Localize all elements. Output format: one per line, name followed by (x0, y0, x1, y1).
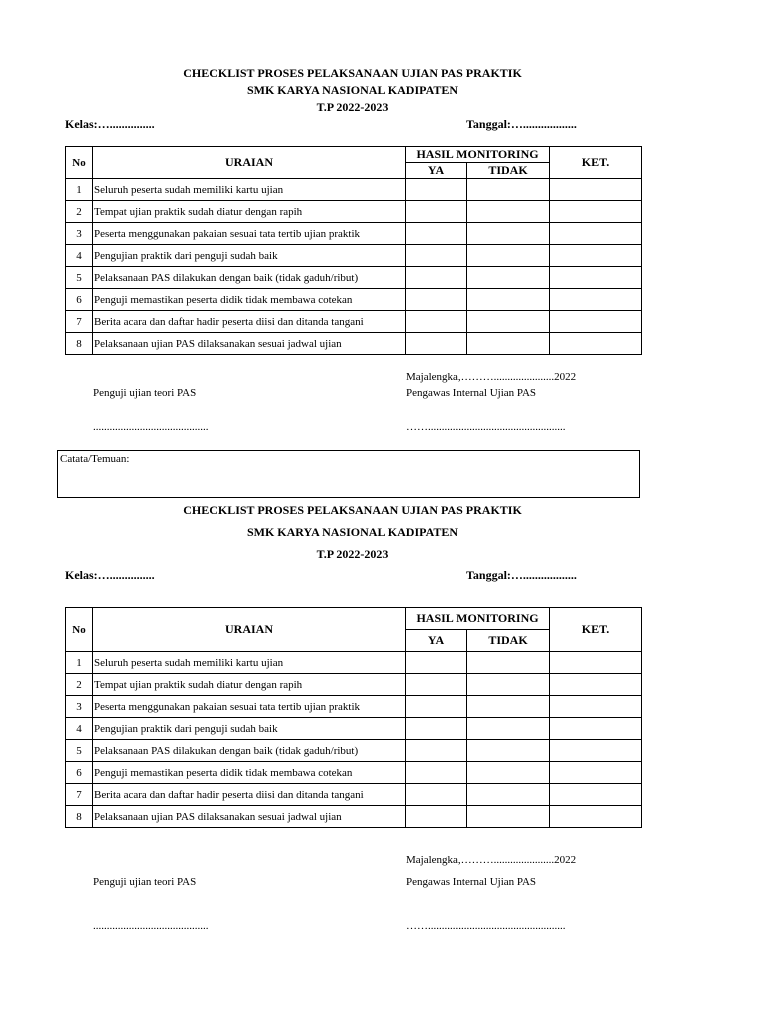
form2-table-body (66, 652, 642, 828)
ket-cell[interactable] (550, 806, 642, 828)
row-description: Berita acara dan daftar hadir peserta diisi dan ditanda tangani (93, 784, 406, 806)
form1-header-ya: YA (406, 163, 467, 179)
form2-title-line1: CHECKLIST PROSES PELAKSANAAN UJIAN PAS PRAKTIK (183, 503, 522, 517)
ket-cell[interactable] (550, 201, 642, 223)
form2-title-line2: SMK KARYA NASIONAL KADIPATEN (246, 525, 459, 539)
form2-left-signature-line: .......................................... (93, 920, 209, 932)
row-description: Penguji memastikan peserta didik tidak membawa cotekan (93, 289, 406, 311)
ya-check-cell[interactable] (406, 245, 467, 267)
row-description: Pelaksanaan ujian PAS dilaksanakan sesuai jadwal ujian (93, 806, 406, 828)
tidak-check-cell[interactable] (467, 311, 550, 333)
form2-kelas-label: Kelas:…............... (65, 568, 155, 582)
ket-cell[interactable] (550, 311, 642, 333)
form1-place-date: Majalengka,………......................2022 (406, 371, 577, 383)
table-row (66, 762, 642, 784)
form2-left-role: Penguji ujian teori PAS (93, 876, 197, 888)
ya-check-cell[interactable] (406, 652, 467, 674)
table-row (66, 674, 642, 696)
form1-header-ket: KET. (550, 147, 642, 179)
form1-left-role: Penguji ujian teori PAS (93, 387, 197, 399)
table-row (66, 311, 642, 333)
form2-checklist-table (65, 607, 642, 828)
ket-cell[interactable] (550, 652, 642, 674)
row-description: Tempat ujian praktik sudah diatur dengan rapih (93, 201, 406, 223)
ya-check-cell[interactable] (406, 333, 467, 355)
row-description: Pengujian praktik dari penguji sudah baik (93, 245, 406, 267)
tidak-check-cell[interactable] (467, 652, 550, 674)
ket-cell[interactable] (550, 696, 642, 718)
row-number: 2 (66, 674, 93, 696)
ya-check-cell[interactable] (406, 267, 467, 289)
ket-cell[interactable] (550, 762, 642, 784)
form2-header-hasil: HASIL MONITORING (406, 608, 550, 630)
row-number: 4 (66, 718, 93, 740)
ya-check-cell[interactable] (406, 762, 467, 784)
row-description: Pelaksanaan ujian PAS dilaksanakan sesuai jadwal ujian (93, 333, 406, 355)
table-row (66, 245, 642, 267)
row-number: 5 (66, 740, 93, 762)
ket-cell[interactable] (550, 179, 642, 201)
row-number: 7 (66, 784, 93, 806)
tidak-check-cell[interactable] (467, 674, 550, 696)
form2-header-uraian: URAIAN (93, 608, 406, 652)
form1-left-signature-line: .......................................... (93, 421, 209, 433)
row-number: 7 (66, 311, 93, 333)
form1-header-no: No (66, 147, 93, 179)
form2-place-date: Majalengka,………......................2022 (406, 854, 577, 866)
row-description: Tempat ujian praktik sudah diatur dengan rapih (93, 674, 406, 696)
row-number: 2 (66, 201, 93, 223)
row-description: Seluruh peserta sudah memiliki kartu ujian (93, 179, 406, 201)
table-row (66, 740, 642, 762)
form1-header-tidak: TIDAK (467, 163, 550, 179)
ket-cell[interactable] (550, 223, 642, 245)
tidak-check-cell[interactable] (467, 696, 550, 718)
ya-check-cell[interactable] (406, 179, 467, 201)
tidak-check-cell[interactable] (467, 289, 550, 311)
form2-header-ket: KET. (550, 608, 642, 652)
ya-check-cell[interactable] (406, 201, 467, 223)
ket-cell[interactable] (550, 267, 642, 289)
form2-header-ya: YA (406, 630, 467, 652)
tidak-check-cell[interactable] (467, 333, 550, 355)
form1-table-body (66, 179, 642, 355)
table-row (66, 267, 642, 289)
row-number: 3 (66, 223, 93, 245)
form2-right-signature-line: …….................................................. (406, 920, 566, 932)
row-number: 3 (66, 696, 93, 718)
table-row (66, 652, 642, 674)
table-row (66, 289, 642, 311)
ya-check-cell[interactable] (406, 674, 467, 696)
ya-check-cell[interactable] (406, 718, 467, 740)
ya-check-cell[interactable] (406, 784, 467, 806)
form1-title-line3: T.P 2022-2023 (316, 100, 389, 114)
row-description: Pelaksanaan PAS dilakukan dengan baik (tidak gaduh/ribut) (93, 740, 406, 762)
ya-check-cell[interactable] (406, 311, 467, 333)
table-row (66, 718, 642, 740)
tidak-check-cell[interactable] (467, 223, 550, 245)
table-row (66, 696, 642, 718)
tidak-check-cell[interactable] (467, 740, 550, 762)
tidak-check-cell[interactable] (467, 179, 550, 201)
table-row (66, 201, 642, 223)
ket-cell[interactable] (550, 245, 642, 267)
tidak-check-cell[interactable] (467, 267, 550, 289)
ket-cell[interactable] (550, 718, 642, 740)
form1-kelas-label: Kelas:…............... (65, 117, 155, 131)
form2-header-row (66, 608, 642, 630)
row-number: 8 (66, 806, 93, 828)
form1-header-uraian: URAIAN (93, 147, 406, 179)
tidak-check-cell[interactable] (467, 762, 550, 784)
form2-right-role: Pengawas Internal Ujian PAS (406, 876, 537, 888)
tidak-check-cell[interactable] (467, 784, 550, 806)
row-number: 5 (66, 267, 93, 289)
table-row (66, 784, 642, 806)
form2-title-line3: T.P 2022-2023 (316, 547, 389, 561)
row-description: Peserta menggunakan pakaian sesuai tata tertib ujian praktik (93, 696, 406, 718)
form1-right-role: Pengawas Internal Ujian PAS (406, 387, 537, 399)
table-row (66, 333, 642, 355)
row-description: Seluruh peserta sudah memiliki kartu ujian (93, 652, 406, 674)
ya-check-cell[interactable] (406, 289, 467, 311)
form1-header-row (66, 147, 642, 163)
form1-notes-label: Catata/Temuan: (60, 453, 130, 465)
ya-check-cell[interactable] (406, 806, 467, 828)
form2-header-no: No (66, 608, 93, 652)
row-description: Peserta menggunakan pakaian sesuai tata tertib ujian praktik (93, 223, 406, 245)
ket-cell[interactable] (550, 333, 642, 355)
ket-cell[interactable] (550, 674, 642, 696)
form1-header-hasil: HASIL MONITORING (406, 147, 550, 163)
form2-header-tidak: TIDAK (467, 630, 550, 652)
form2-tanggal-label: Tanggal:….................. (466, 568, 577, 582)
form1-notes-box (57, 450, 640, 498)
table-row (66, 806, 642, 828)
row-description: Berita acara dan daftar hadir peserta diisi dan ditanda tangani (93, 311, 406, 333)
row-number: 6 (66, 289, 93, 311)
form1-tanggal-label: Tanggal:….................. (466, 117, 577, 131)
ket-cell[interactable] (550, 740, 642, 762)
ya-check-cell[interactable] (406, 223, 467, 245)
ya-check-cell[interactable] (406, 740, 467, 762)
tidak-check-cell[interactable] (467, 201, 550, 223)
row-description: Penguji memastikan peserta didik tidak membawa cotekan (93, 762, 406, 784)
tidak-check-cell[interactable] (467, 718, 550, 740)
table-row (66, 179, 642, 201)
row-description: Pelaksanaan PAS dilakukan dengan baik (tidak gaduh/ribut) (93, 267, 406, 289)
form1-title-line1: CHECKLIST PROSES PELAKSANAAN UJIAN PAS PRAKTIK (183, 66, 522, 80)
ket-cell[interactable] (550, 784, 642, 806)
row-number: 4 (66, 245, 93, 267)
form1-checklist-table (65, 146, 642, 355)
form1-right-signature-line: …….................................................. (406, 421, 566, 433)
row-number: 1 (66, 179, 93, 201)
row-number: 1 (66, 652, 93, 674)
form1-title-line2: SMK KARYA NASIONAL KADIPATEN (246, 83, 459, 97)
table-row (66, 223, 642, 245)
tidak-check-cell[interactable] (467, 245, 550, 267)
ya-check-cell[interactable] (406, 696, 467, 718)
row-number: 6 (66, 762, 93, 784)
tidak-check-cell[interactable] (467, 806, 550, 828)
ket-cell[interactable] (550, 289, 642, 311)
row-description: Pengujian praktik dari penguji sudah baik (93, 718, 406, 740)
row-number: 8 (66, 333, 93, 355)
